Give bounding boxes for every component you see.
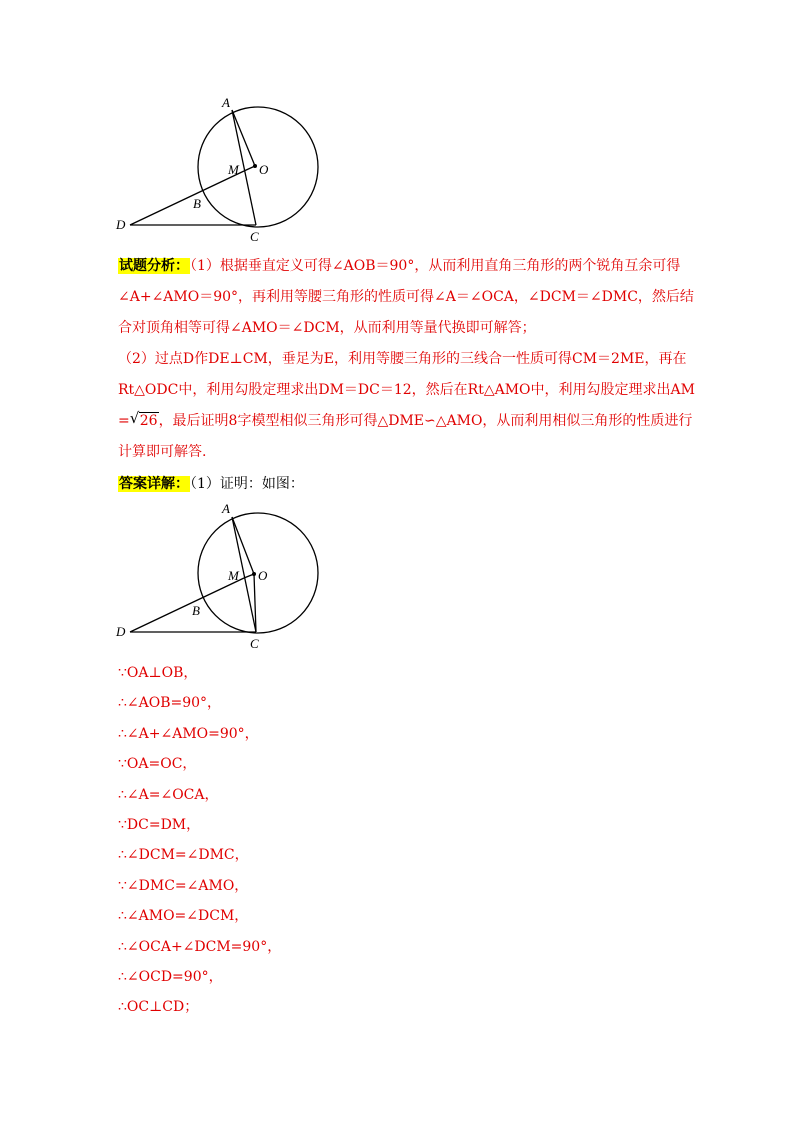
sqrt-value: 26 [139, 413, 158, 429]
label-o: O [258, 568, 268, 583]
analysis-text-2a: （2）过点D作DE⊥CM，垂足为E，利用等腰三角形的三线合一性质可得CM＝2ME，再在Rt△ODC中，利用勾股定理求出DM＝DC＝12，然后在Rt△AMO中，利用勾股定理求出AM [118, 351, 695, 398]
label-m: M [228, 568, 239, 583]
label-d: D [116, 624, 126, 639]
proof-step: ∵DC=DM， [118, 816, 201, 833]
proof-step: ∵∠DMC=∠AMO， [118, 877, 249, 894]
proof-step: ∴∠A=∠OCA， [118, 786, 219, 803]
circle-diagram-1 [110, 92, 330, 247]
analysis-label: 试题分析： [119, 258, 189, 274]
circle [198, 107, 318, 227]
segment-dm [130, 171, 244, 225]
center-point [252, 572, 256, 576]
answer-intro: （1）证明：如图： [190, 476, 304, 492]
sqrt-radical-icon: √ [129, 409, 140, 427]
figure-2 [110, 500, 330, 655]
label-o: O [259, 162, 269, 177]
answer-label: 答案详解： [119, 476, 189, 492]
label-c: C [250, 636, 259, 651]
center-point [253, 164, 257, 168]
label-b: B [193, 196, 201, 211]
label-a: A [222, 501, 230, 516]
analysis-text-2b: ，最后证明8字模型相似三角形可得△DME∽△AMO，从而利用相似三角形的性质进行计算即可解答. [118, 413, 693, 460]
proof-step: ∴OC⊥CD； [118, 999, 199, 1016]
label-d: D [116, 217, 126, 232]
sqrt-expression [130, 406, 159, 437]
label-c: C [250, 229, 259, 244]
answer-heading [118, 469, 698, 500]
analysis-text-1: （1）根据垂直定义可得∠AOB＝90°，从而利用直角三角形的两个锐角互余可得∠A+∠AMO＝90°，再利用等腰三角形的性质可得∠A＝∠OCA，∠DCM＝∠DMC，然后结合对顶角相等可得∠AMO＝∠DCM，从而利用等量代换即可解答； [118, 258, 694, 336]
label-m: M [228, 162, 239, 177]
label-b: B [192, 603, 200, 618]
figure-1 [110, 92, 330, 247]
proof-step: ∴∠OCD=90°， [118, 968, 223, 985]
segment-ao [232, 517, 254, 574]
proof-step: ∵OA=OC， [118, 756, 197, 773]
proof-steps [118, 658, 678, 1023]
proof-step: ∴∠AMO=∠DCM， [118, 908, 249, 925]
circle-diagram-2 [110, 500, 330, 655]
proof-step: ∵OA⊥OB， [118, 665, 198, 681]
label-a: A [222, 95, 230, 110]
analysis-paragraph-1 [118, 251, 698, 344]
proof-step: ∴∠OCA+∠DCM=90°， [118, 938, 282, 955]
analysis-paragraph-2 [118, 344, 698, 468]
segment-ao [232, 110, 255, 166]
proof-step: ∴∠DCM=∠DMC， [118, 847, 249, 864]
proof-step: ∴∠AOB=90°， [118, 695, 222, 712]
proof-step: ∴∠A+∠AMO=90°， [118, 725, 259, 742]
sqrt-equals: = [118, 413, 130, 429]
